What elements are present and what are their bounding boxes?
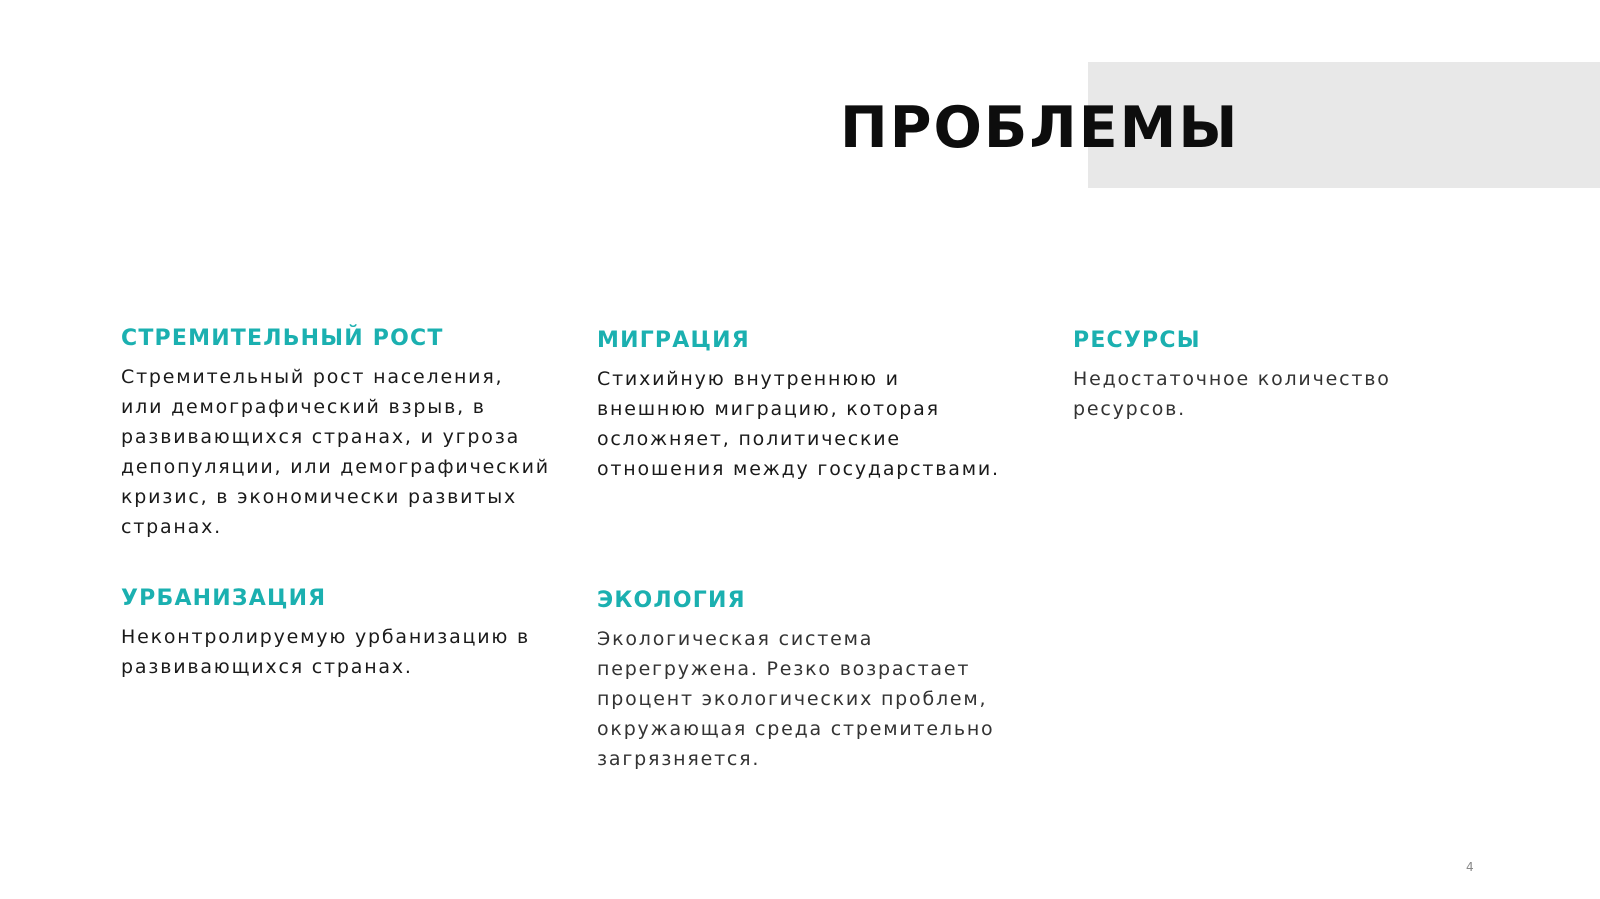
block-migration [597, 326, 1017, 484]
block-heading: СТРЕМИТЕЛЬНЫЙ РОСТ [121, 326, 444, 351]
page-title: ПРОБЛЕМЫ [840, 95, 1240, 161]
block-text: Стихийную внутреннюю и внешнюю миграцию, которая осложняет, политические отношения между государствами. [597, 368, 1000, 480]
slide-number: 4 [1466, 860, 1474, 874]
block-heading: УРБАНИЗАЦИЯ [121, 586, 327, 611]
block-text: Экологическая система перегружена. Резко возрастает процент экологических проблем, окружающая среда стремительно загрязняется. [597, 628, 995, 770]
block-text: Недостаточное количество ресурсов. [1073, 368, 1391, 420]
block-urbanization [121, 584, 551, 682]
block-text: Неконтролируемую урбанизацию в развивающихся странах. [121, 626, 531, 678]
block-heading: МИГРАЦИЯ [597, 328, 750, 353]
block-heading: ЭКОЛОГИЯ [597, 588, 746, 613]
block-rapid-growth [121, 324, 551, 542]
block-heading: РЕСУРСЫ [1073, 328, 1201, 353]
block-text: Стремительный рост населения, или демографический взрыв, в развивающихся странах, и угроза депопуляции, или демографический кризис, в экономически развитых странах. [121, 366, 550, 538]
block-ecology [597, 586, 1017, 774]
block-resources [1073, 326, 1473, 424]
